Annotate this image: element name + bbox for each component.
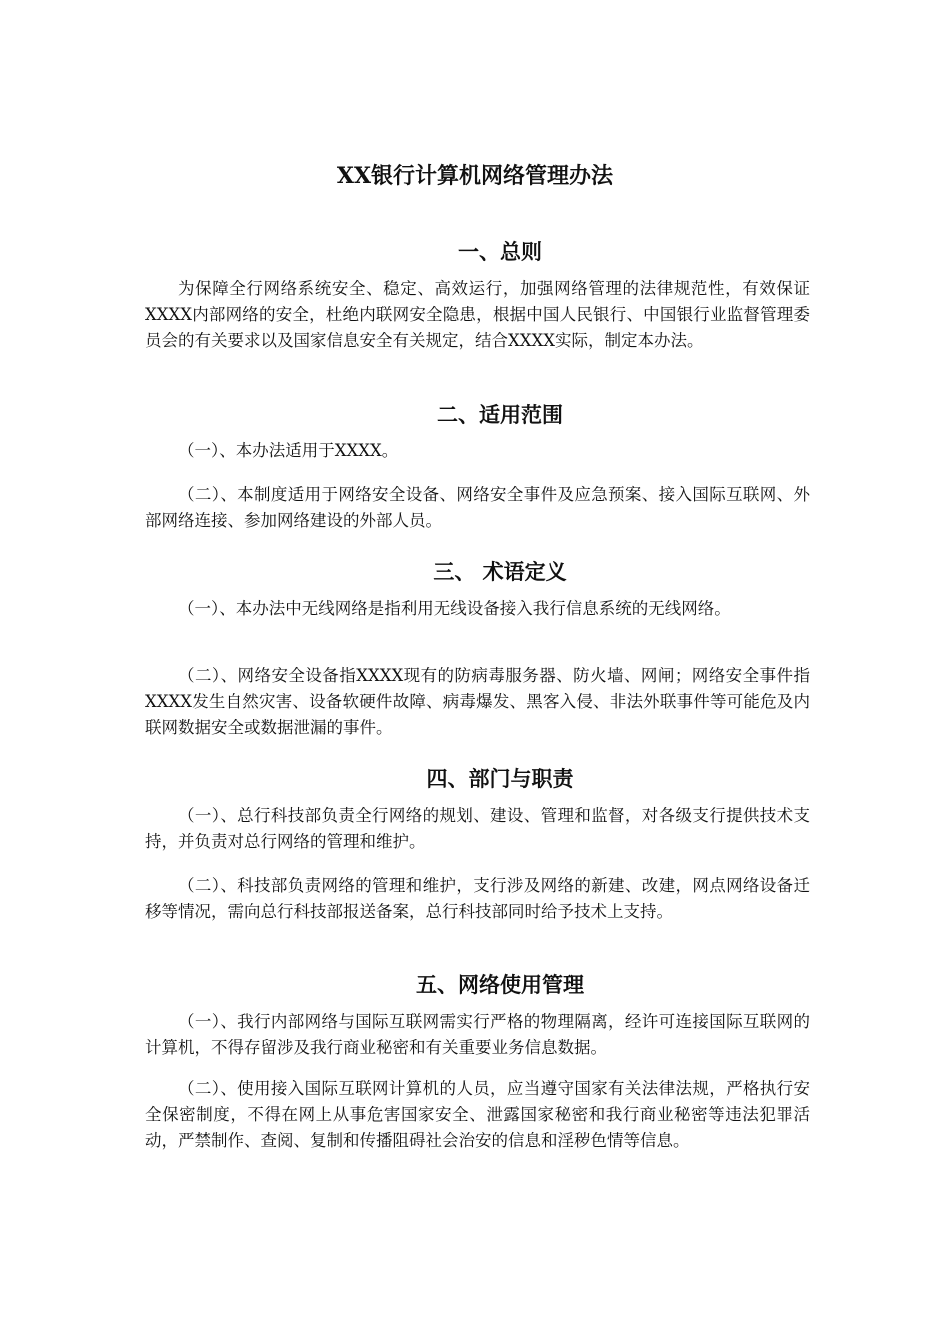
- paragraph: （一）、总行科技部负责全行网络的规划、建设、管理和监督，对各级支行提供技术支持，并负责对总行网络的管理和维护。: [145, 806, 810, 851]
- paragraph: （一）、本办法适用于XXXX。: [178, 441, 399, 460]
- section-heading-network-usage: 五、网络使用管理: [416, 972, 584, 997]
- paragraph: （二）、使用接入国际互联网计算机的人员，应当遵守国家有关法律法规，严格执行安全保密制度，不得在网上从事危害国家安全、泄露国家秘密和我行商业秘密等违法犯罪活动，严禁制作、查阅、复制和传播阻碍社会治安的信息和淫秽色情等信息。: [145, 1079, 810, 1150]
- paragraph: （一）、我行内部网络与国际互联网需实行严格的物理隔离，经许可连接国际互联网的计算机，不得存留涉及我行商业秘密和有关重要业务信息数据。: [145, 1012, 810, 1057]
- section-heading-responsibilities: 四、部门与职责: [426, 766, 574, 791]
- section-heading-scope: 二、适用范围: [437, 402, 563, 427]
- section-heading-definitions: 三、 术语定义: [433, 559, 567, 584]
- paragraph: 为保障全行网络系统安全、稳定、高效运行，加强网络管理的法律规范性，有效保证XXXX内部网络的安全，杜绝内联网安全隐患，根据中国人民银行、中国银行业监督管理委员会的有关要求以及国家信息安全有关规定，结合XXXX实际，制定本办法。: [145, 279, 810, 350]
- paragraph: （二）、本制度适用于网络安全设备、网络安全事件及应急预案、接入国际互联网、外部网络连接、参加网络建设的外部人员。: [145, 485, 810, 530]
- paragraph: （二）、科技部负责网络的管理和维护，支行涉及网络的新建、改建，网点网络设备迁移等情况，需向总行科技部报送备案，总行科技部同时给予技术上支持。: [145, 876, 810, 921]
- document-title: XX银行计算机网络管理办法: [336, 163, 614, 189]
- section-heading-general: 一、总则: [458, 239, 542, 264]
- paragraph: （二）、网络安全设备指XXXX现有的防病毒服务器、防火墙、网闸；网络安全事件指XXXX发生自然灾害、设备软硬件故障、病毒爆发、黑客入侵、非法外联事件等可能危及内联网数据安全或数据泄漏的事件。: [145, 666, 810, 737]
- paragraph: （一）、本办法中无线网络是指利用无线设备接入我行信息系统的无线网络。: [178, 599, 731, 618]
